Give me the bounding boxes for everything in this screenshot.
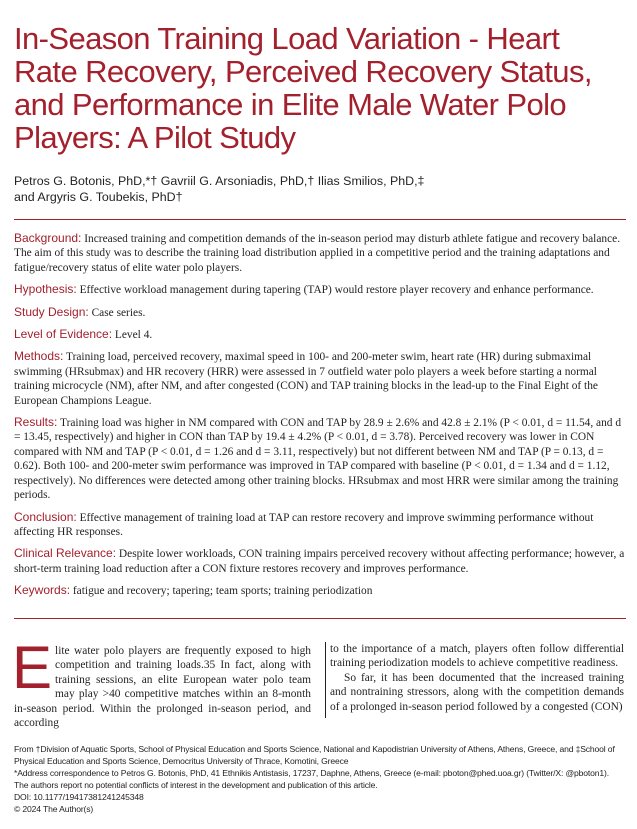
abstract-level-of-evidence	[14, 327, 626, 342]
author-list	[14, 173, 614, 205]
background-heading: Background:	[14, 231, 82, 245]
abstract-results	[14, 415, 626, 502]
abstract-methods	[14, 349, 626, 408]
abstract	[14, 219, 626, 606]
results-heading: Results:	[14, 415, 58, 430]
body-text-right-p1: to the importance of a match, players often follow differential training periodization models to achieve competitive readiness.	[330, 643, 624, 670]
keywords-heading: Keywords:	[14, 583, 71, 598]
level-text: Level 4.	[114, 329, 153, 342]
article-title: In-Season Training Load Variation - Heart Rate Recovery, Perceived Recovery Status, and Performance in Elite Male Water Polo Players: A Pilot Study	[14, 21, 592, 155]
clinical-text: Despite lower workloads, CON training impairs perceived recovery without affecting performance; however, a short-term training load reduction after a CON fixture restores recovery and improves performance.	[14, 548, 625, 575]
footnote-affiliations: From †Division of Aquatic Sports, School of Physical Education and Sports Science, National and Kapodistrian University of Athens, Athens, Greece, and ‡School of Physical Education and Sports Science, Democritus University of Thrace, Komotini, Greece	[14, 744, 615, 766]
footnote-copyright: © 2024 The Author(s)	[14, 804, 94, 814]
conclusion-heading: Conclusion:	[14, 509, 77, 524]
footnotes	[14, 743, 626, 815]
methods-heading: Methods:	[14, 349, 64, 364]
design-text: Case series.	[91, 306, 146, 319]
authors-line-2: and Argyris G. Toubekis, PhD†	[14, 190, 183, 204]
abstract-conclusion	[14, 510, 626, 540]
hypothesis-heading: Hypothesis:	[14, 282, 77, 297]
design-heading: Study Design:	[14, 304, 89, 319]
footnote-doi: DOI: 10.1177/19417381241245348	[14, 792, 144, 802]
abstract-clinical-relevance	[14, 546, 626, 576]
abstract-study-design	[14, 305, 626, 320]
conclusion-text: Effective management of training load at TAP can restore recovery and improve swimming performance without affecting HR responses.	[14, 511, 594, 538]
background-text: Increased training and competition demands of the in-season period may disturb athlete fatigue and recovery balance. The aim of this study was to describe the training load distribution applied in a competitive period and the training adaptations and fatigue/recovery status of elite water polo players.	[14, 233, 621, 274]
level-heading: Level of Evidence:	[14, 327, 113, 342]
drop-cap: E	[12, 634, 53, 701]
authors-line-1: Petros G. Botonis, PhD,*† Gavriil G. Arsoniadis, PhD,† Ilias Smilios, PhD,‡	[14, 174, 425, 188]
section-divider	[14, 618, 626, 619]
abstract-background	[14, 231, 626, 275]
body-text-left: lite water polo players are frequently exposed to high competition and training loads.35 In fact, along with training sessions, an elite European water polo team may play >40 competitive matches within an 8-month in-season period. Within the prolonged in-season period, and according	[14, 645, 311, 730]
clinical-heading: Clinical Relevance:	[14, 546, 117, 561]
abstract-hypothesis	[14, 282, 626, 297]
body-text-right-p2: So far, it has been documented that the increased training and nontraining stressors, along with the competition demands of a prolonged in-season period followed by a congested (CON)	[330, 671, 624, 713]
keywords-text: fatigue and recovery; tapering; team sports; training periodization	[72, 585, 373, 598]
footnote-conflict: The authors report no potential conflicts of interest in the development and publication of this article.	[14, 780, 378, 790]
methods-text: Training load, perceived recovery, maximal speed in 100- and 200-meter swim, heart rate (HR) during submaximal swimming (HRsubmax) and HR recovery (HRR) were assessed in 7 outfield water polo players a week before starting a normal training microcycle (NM), after NM, and after congested (CON) and TAP training blocks in the lead-up to the Final Eight of the European Champions League.	[14, 351, 598, 407]
hypothesis-text: Effective workload management during tapering (TAP) would restore player recovery and enhance performance.	[79, 284, 594, 297]
body-column-right	[325, 642, 624, 718]
results-text: Training load was higher in NM compared with CON and TAP by 28.9 ± 2.6% and 42.8 ± 2.1% (P < 0.01, d = 11.54, and d = 13.45, respectively) and higher in CON than TAP by 19.4 ± 4.2% (P < 0.01, d = 3.78). Perceived recovery was lower in CON compared with NM and TAP (P < 0.01, d = 1.26 and d = 3.11, respectively) but not different between NM and TAP (P = 0.13, d = 0.62). Both 100- and 200-meter swim performance was improved in TAP compared with baseline (P < 0.01, d = 1.34 and d = 1.12, respectively). No differences were detected among other training blocks. HRsubmax and most HRR were similar among the training periods.	[14, 417, 622, 502]
body-column-left	[12, 634, 311, 730]
abstract-keywords	[14, 583, 626, 598]
footnote-address: *Address correspondence to Petros G. Botonis, PhD, 41 Ethnikis Antistasis, 17237, Daphne, Athens, Greece (e-mail: pboton@phed.uoa.gr) (Twitter/X: @pboton1).	[14, 768, 609, 778]
